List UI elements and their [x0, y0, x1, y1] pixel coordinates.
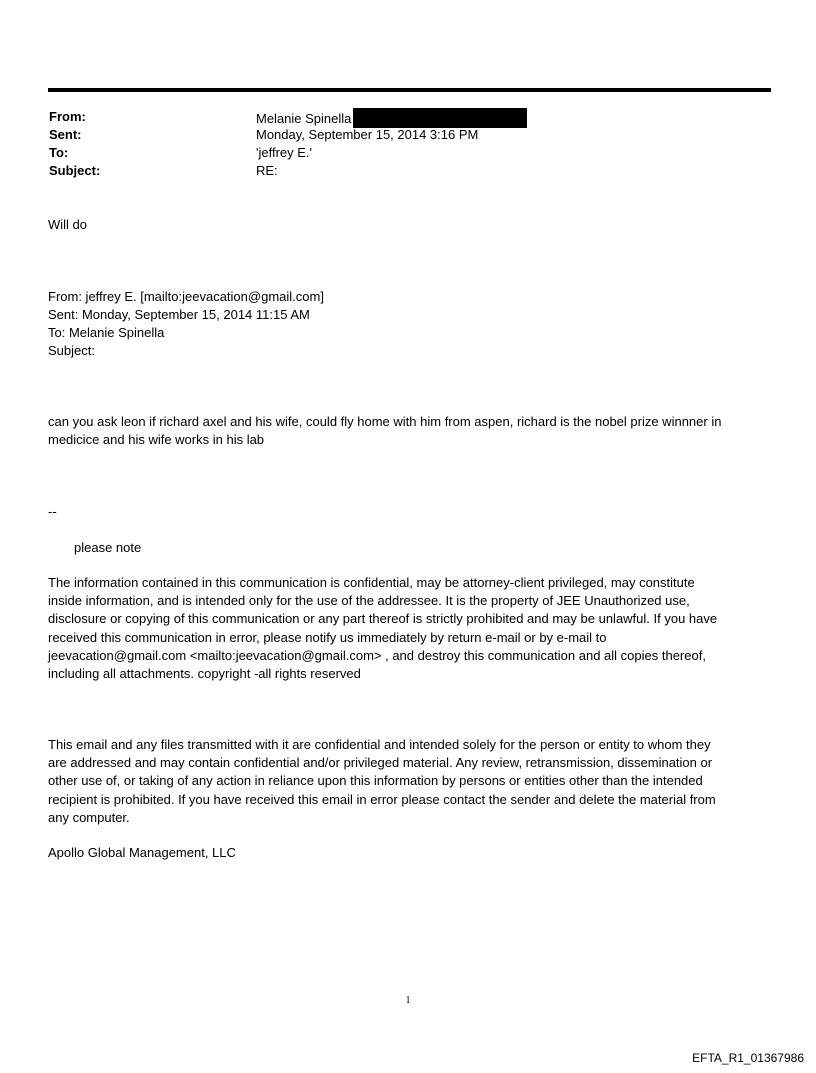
- sent-value: Monday, September 15, 2014 3:16 PM: [256, 127, 479, 142]
- please-note: please note: [74, 540, 142, 555]
- reply-body: Will do: [48, 217, 88, 232]
- disclaimer-line: inside information, and is intended only for the use of the addressee. It is the property of JEE Unauthorized use,: [48, 593, 690, 609]
- to-value: 'jeffrey E.': [256, 145, 313, 160]
- quoted-subject: Subject:: [48, 343, 95, 358]
- disclaimer-line: any computer.: [48, 809, 130, 825]
- disclaimer-line: received this communication in error, please notify us immediately by return e-mail or by e-mail to: [48, 629, 607, 645]
- from-value: [256, 108, 527, 128]
- disclaimer-line: This email and any files transmitted with it are confidential and intended solely for the person or entity to whom they: [48, 737, 711, 752]
- company-name: Apollo Global Management, LLC: [48, 845, 236, 860]
- disclaimer-line: recipient is prohibited. If you have received this email in error please contact the sender and delete the material from: [48, 791, 716, 807]
- quoted-body: [48, 413, 773, 449]
- quoted-to: To: Melanie Spinella: [48, 325, 165, 340]
- disclaimer-line: other use of, or taking of any action in reliance upon this information by persons or entities other than the intended: [48, 773, 703, 789]
- disclaimer-line: jeevacation@gmail.com <mailto:jeevacation@gmail.com> , and destroy this communication and all copies thereof,: [48, 647, 706, 663]
- quoted-body-line: can you ask leon if richard axel and his wife, could fly home with him from aspen, richard is the nobel prize winnner in: [48, 414, 722, 429]
- document-id: EFTA_R1_01367986: [692, 1051, 804, 1065]
- disclaimer-line: The information contained in this communication is confidential, may be attorney-client privileged, may constitute: [48, 575, 695, 590]
- quoted-sent: Sent: Monday, September 15, 2014 11:15 AM: [48, 307, 310, 322]
- disclaimer-line: including all attachments. copyright -all rights reserved: [48, 666, 361, 682]
- header-divider: [48, 88, 771, 92]
- sent-label: Sent:: [49, 127, 82, 142]
- quoted-from: From: jeffrey E. [mailto:jeevacation@gmail.com]: [48, 289, 324, 304]
- disclaimer-confidential: [48, 574, 773, 683]
- subject-value: RE:: [256, 163, 278, 178]
- subject-label: Subject:: [49, 163, 101, 178]
- redaction-box: [353, 108, 527, 128]
- signature-separator: --: [48, 504, 57, 519]
- disclaimer-apollo: [48, 736, 773, 827]
- to-label: To:: [49, 145, 69, 160]
- sender-name: Melanie Spinella: [256, 111, 352, 126]
- disclaimer-line: disclosure or copying of this communication or any part thereof is strictly prohibited and may be unlawful. If you have: [48, 611, 718, 627]
- from-label: From:: [49, 109, 86, 124]
- quoted-body-line: medicice and his wife works in his lab: [48, 432, 265, 448]
- page-number: 1: [405, 995, 411, 1006]
- disclaimer-line: are addressed and may contain confidential and/or privileged material. Any review, retransmission, dissemination or: [48, 755, 713, 771]
